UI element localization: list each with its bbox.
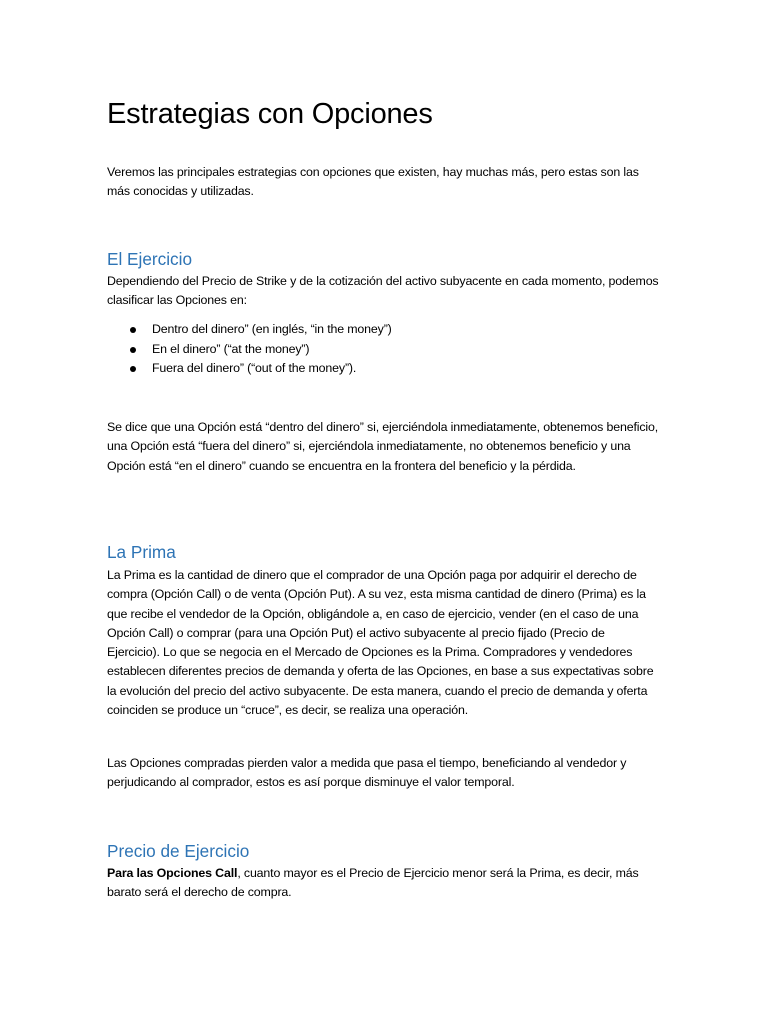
- list-item-text: Dentro del dinero” (en inglés, “in the money”): [152, 322, 392, 336]
- bullet-icon: [130, 347, 136, 353]
- ejercicio-paragraph-2: Se dice que una Opción está “dentro del dinero” si, ejerciéndola inmediatamente, obtenemos beneficio, una Opción está “fuera del dinero” si, ejerciéndola inmediatamente, no obtenemos beneficio y una Opción está “en el dinero” cuando se encuentra en la frontera del beneficio y la pérdida.: [107, 420, 659, 473]
- list-item: [107, 359, 392, 379]
- bold-lead-text: Para las Opciones Call: [107, 866, 238, 880]
- list-item-text: Fuera del dinero” (“out of the money”).: [152, 361, 357, 376]
- prima-paragraph-1: La Prima es la cantidad de dinero que el comprador de una Opción paga por adquirir el derecho de compra (Opción Call) o de venta (Opción Put). A su vez, esta misma cantidad de dinero (Prima) es la que recibe el vendedor de la Opción, obligándole a, en caso de ejercicio, vender (en el caso de una Opción Call) o comprar (para una Opción Put) el activo subyacente al precio fijado (Precio de Ejercicio). Lo que se negocia en el Mercado de Opciones es la Prima. Compradores y vendedores establecen diferentes precios de demanda y oferta de las Opciones, en base a sus expectativas sobre la evolución del precio del activo subyacente. De esta manera, cuando el precio de demanda y oferta coinciden se produce un “cruce”, es decir, se realiza una operación.: [107, 568, 654, 718]
- precio-paragraph-1: [107, 864, 659, 903]
- bullet-icon: [130, 366, 136, 372]
- heading-precio-de-ejercicio: Precio de Ejercicio: [107, 841, 250, 861]
- document-title: Estrategias con Opciones: [107, 98, 433, 130]
- intro-paragraph: Veremos las principales estrategias con opciones que existen, hay muchas más, pero estas son las más conocidas y utilizadas.: [107, 165, 639, 199]
- list-item: [107, 340, 392, 360]
- heading-la-prima: La Prima: [107, 542, 176, 562]
- bullet-icon: [130, 327, 136, 333]
- paragraph-text: , cuanto mayor es el Precio de Ejercicio menor será la Prima, es decir, más barato será el derecho de compra.: [107, 866, 639, 900]
- prima-paragraph-2: Las Opciones compradas pierden valor a medida que pasa el tiempo, beneficiando al vendedor y perjudicando al comprador, estos es así porque disminuye el valor temporal.: [107, 756, 627, 790]
- list-item-text: En el dinero” (“at the money”): [152, 341, 310, 356]
- list-item: [107, 320, 392, 340]
- heading-el-ejercicio: El Ejercicio: [107, 249, 193, 269]
- moneyness-list: [107, 320, 392, 379]
- ejercicio-paragraph-1: Dependiendo del Precio de Strike y de la cotización del activo subyacente en cada momento, podemos clasificar las Opciones en:: [107, 274, 659, 308]
